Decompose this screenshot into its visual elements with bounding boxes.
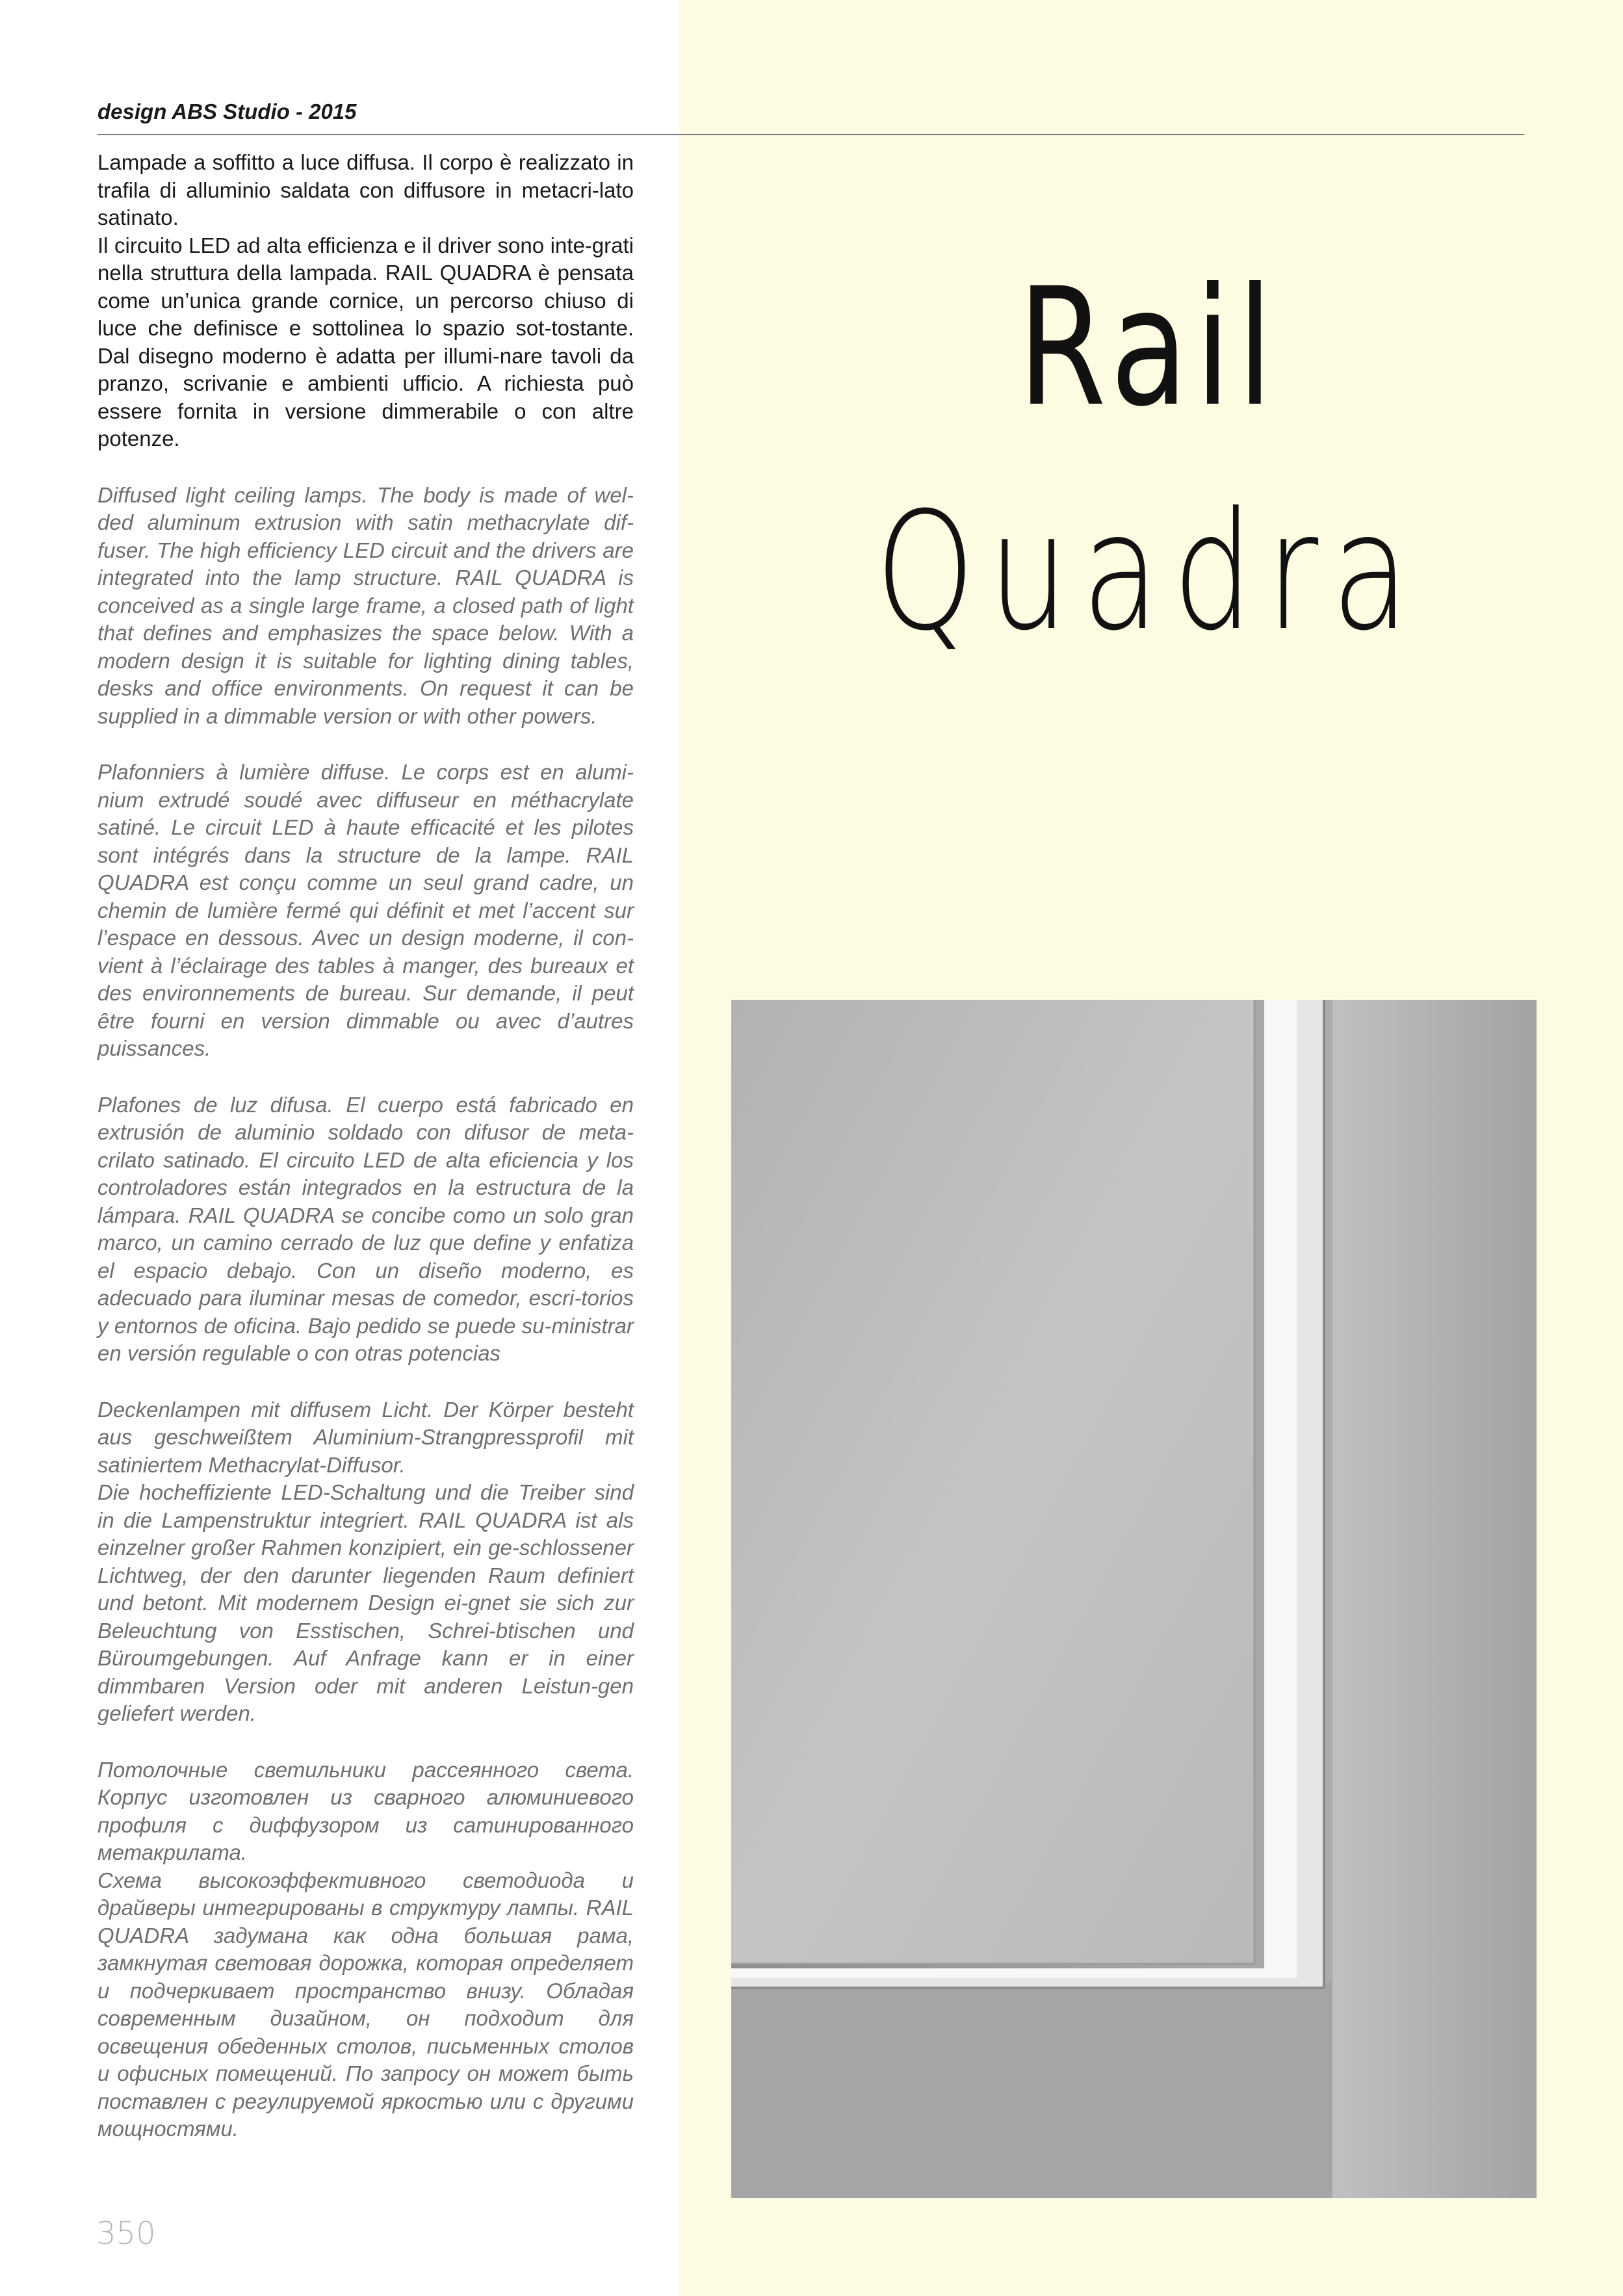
description-italian: Lampade a soffitto a luce diffusa. Il corpo è realizzato in trafila di alluminio saldata con diffusore in metacri-lato satinato. Il circuito LED ad alta efficienza e il driver sono inte-grati nella struttura della lampada. RAIL QUADRA è pensata come un’unica grande cornice, un percorso chiuso di luce che definisce e sottolinea lo spazio sot-tostante. Dal disegno moderno è adatta per illumi-nare tavoli da pranzo, scrivanie e ambienti ufficio. A richiesta può essere fornita in versione dimmerabile o con altre potenze.	[97, 150, 634, 450]
product-title-line1: Rail	[1018, 253, 1280, 442]
product-photo	[731, 1000, 1537, 2198]
description-spanish: Plafones de luz difusa. El cuerpo está fabricado en extrusión de aluminio soldado con difusor de meta-crilato satinado. El circuito LED de alta eficiencia y los controladores están integrados en la estructura de la lámpara. RAIL QUADRA se concibe como un solo gran marco, un camino cerrado de luz que define y enfatiza el espacio debajo. Con un diseño moderno, es adecuado para iluminar mesas de comedor, escri-torios y entornos de oficina. Bajo pedido se puede su-ministrar en versión regulable o con otras potencias	[97, 1092, 634, 1365]
design-credit: design ABS Studio - 2015	[97, 99, 357, 124]
description-english: Diffused light ceiling lamps. The body is made of wel-ded aluminum extrusion with satin methacrylate dif-fuser. The high efficiency LED circuit and the drivers are integrated into the lamp structure. RAIL QUADRA is conceived as a single large frame, a closed path of light that defines and emphasizes the space below. With a modern design it is suitable for lighting dining tables, desks and office environments. On request it can be supplied in a dimmable version or with other powers.	[97, 482, 634, 728]
ceiling-outer-right	[1332, 1000, 1537, 2198]
ceiling-outer-bottom	[731, 1981, 1332, 2198]
description-russian: Потолочные светильники рассеянного света. Корпус изготовлен из сварного алюминиевого профиля с диффузором из сатинированного метакрилата. Схема высокоэффективного светодиода и драйверы интегрированы в структуру лампы. RAIL QUADRA задумана как одна большая рама, замкнутая световая дорожка, которая определяет и подчеркивает пространство внизу. Обладая современным дизайном, он подходит для освещения обеденных столов, письменных столов и офисных помещений. По запросу он может быть поставлен с регулируемой яркостью или с другими мощностями.	[97, 1757, 634, 2141]
page-number: 350	[96, 2215, 156, 2252]
description-column	[97, 149, 634, 2172]
description-german: Deckenlampen mit diffusem Licht. Der Körper besteht aus geschweißtem Aluminium-Strangpressprofil mit satiniertem Methacrylat-Diffusor. Die hocheffiziente LED-Schaltung und die Treiber sind in die Lampenstruktur integriert. RAIL QUADRA ist als einzelner großer Rahmen konzipiert, ein ge-schlossener Lichtweg, der den darunter liegenden Raum definiert und betont. Mit modernem Design ei-gnet sie sich zur Beleuchtung von Esstischen, Schrei-btischen und Büroumgebungen. Auf Anfrage kann er in einer dimmbaren Version oder mit anderen Leistun-gen geliefert werden.	[97, 1397, 634, 1725]
ceiling-inner-area	[731, 1000, 1254, 1964]
product-title-line2: Quadra	[875, 477, 1423, 666]
product-title	[676, 253, 1622, 666]
description-french: Plafonniers à lumière diffuse. Le corps est en alumi-nium extrudé soudé avec diffuseur en méthacrylate satiné. Le circuit LED à haute efficacité et les pilotes sont intégrés dans la structure de la lampe. RAIL QUADRA est conçu comme un seul grand cadre, un chemin de lumière fermé qui définit et met l’accent sur l’espace en dessous. Avec un design moderne, il con-vient à l’éclairage des tables à manger, des bureaux et des environnements de bureau. Sur demande, il peut être fourni en version dimmable ou avec d’autres puissances.	[97, 760, 634, 1060]
header-rule	[97, 134, 1524, 135]
lamp-frame-image	[731, 1000, 1537, 2198]
